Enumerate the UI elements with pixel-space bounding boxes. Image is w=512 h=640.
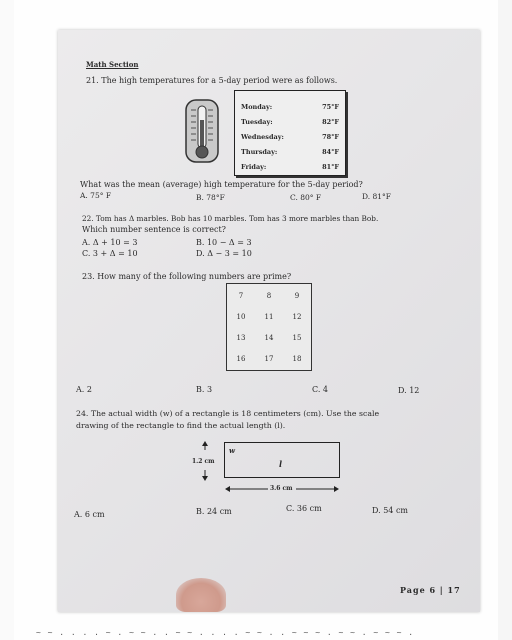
- temp-day: Friday:: [241, 163, 267, 171]
- temperature-table: [234, 90, 346, 176]
- frame-left: [0, 0, 14, 640]
- q24-choice-b: B. 24 cm: [196, 507, 232, 516]
- grid-cell: 13: [236, 334, 246, 342]
- temp-value: 82°F: [322, 118, 339, 126]
- q22-line1: 22. Tom has Δ marbles. Bob has 10 marbles. Tom has 3 more marbles than Bob.: [82, 214, 379, 223]
- q22-line2: Which number sentence is correct?: [82, 225, 226, 234]
- q24-line1: 24. The actual width (w) of a rectangle is 18 centimeters (cm). Use the scale: [76, 409, 380, 418]
- q22-choice-a: A. Δ + 10 = 3: [82, 238, 138, 247]
- grid-cell: 9: [294, 292, 300, 300]
- grid-cell: 15: [292, 334, 302, 342]
- height-label: 1.2 cm: [192, 458, 215, 465]
- frame-right: [498, 0, 512, 640]
- temp-value: 81°F: [322, 163, 339, 171]
- q22-choice-c: C. 3 + Δ = 10: [82, 249, 138, 258]
- q22-choice-b: B. 10 − Δ = 3: [196, 238, 252, 247]
- page-number: Page 6 | 17: [400, 585, 461, 595]
- temp-value: 75°F: [322, 103, 339, 111]
- q21-prompt: What was the mean (average) high temperature for the 5-day period?: [80, 180, 363, 189]
- q23-question: 23. How many of the following numbers are prime?: [82, 272, 292, 281]
- grid-cell: 16: [236, 355, 246, 363]
- grid-cell: 8: [266, 292, 272, 300]
- scale-rectangle: [224, 442, 340, 478]
- temp-day: Thursday:: [241, 148, 278, 156]
- q21-choice-b: B. 78°F: [196, 193, 225, 202]
- temp-day: Wednesday:: [241, 133, 284, 141]
- length-variable-label: l: [279, 459, 283, 469]
- scan-footer-text: ~ ~ . . . . ~ . ~ ~ . . ~ ~ . . . . ~ ~ . . ~ ~ ~ . ~ ~ . ~ ~ ~ .: [36, 628, 415, 637]
- q24-line2: drawing of the rectangle to find the actual length (l).: [76, 421, 286, 430]
- grid-cell: 7: [238, 292, 244, 300]
- q21-question: 21. The high temperatures for a 5-day period were as follows.: [86, 76, 338, 85]
- q23-choice-b: B. 3: [196, 385, 213, 394]
- q21-choice-d: D. 81°F: [362, 192, 392, 201]
- q21-choice-c: C. 80° F: [290, 193, 322, 202]
- q24-choice-d: D. 54 cm: [372, 506, 409, 515]
- grid-cell: 10: [236, 313, 246, 321]
- grid-cell: 14: [264, 334, 274, 342]
- thermometer-icon: [184, 98, 220, 164]
- grid-cell: 17: [264, 355, 274, 363]
- number-grid: [226, 283, 312, 371]
- temp-value: 84°F: [322, 148, 339, 156]
- q24-choice-c: C. 36 cm: [286, 504, 322, 513]
- q24-choice-a: A. 6 cm: [74, 510, 105, 519]
- section-title: Math Section: [86, 60, 139, 69]
- q23-choice-a: A. 2: [76, 385, 92, 394]
- q23-choice-c: C. 4: [312, 385, 329, 394]
- temp-value: 78°F: [322, 133, 339, 141]
- worksheet-page: [58, 30, 480, 612]
- grid-cell: 12: [292, 313, 302, 321]
- finger-shadow: [176, 578, 226, 612]
- grid-cell: 18: [292, 355, 302, 363]
- grid-cell: 11: [264, 313, 274, 321]
- q23-choice-d: D. 12: [398, 386, 420, 395]
- temp-day: Monday:: [241, 103, 273, 111]
- width-label: w: [229, 446, 236, 455]
- temp-day: Tuesday:: [241, 118, 273, 126]
- q21-choice-a: A. 75° F: [80, 191, 112, 200]
- q22-choice-d: D. Δ − 3 = 10: [196, 249, 252, 258]
- length-label: 3.6 cm: [270, 485, 293, 492]
